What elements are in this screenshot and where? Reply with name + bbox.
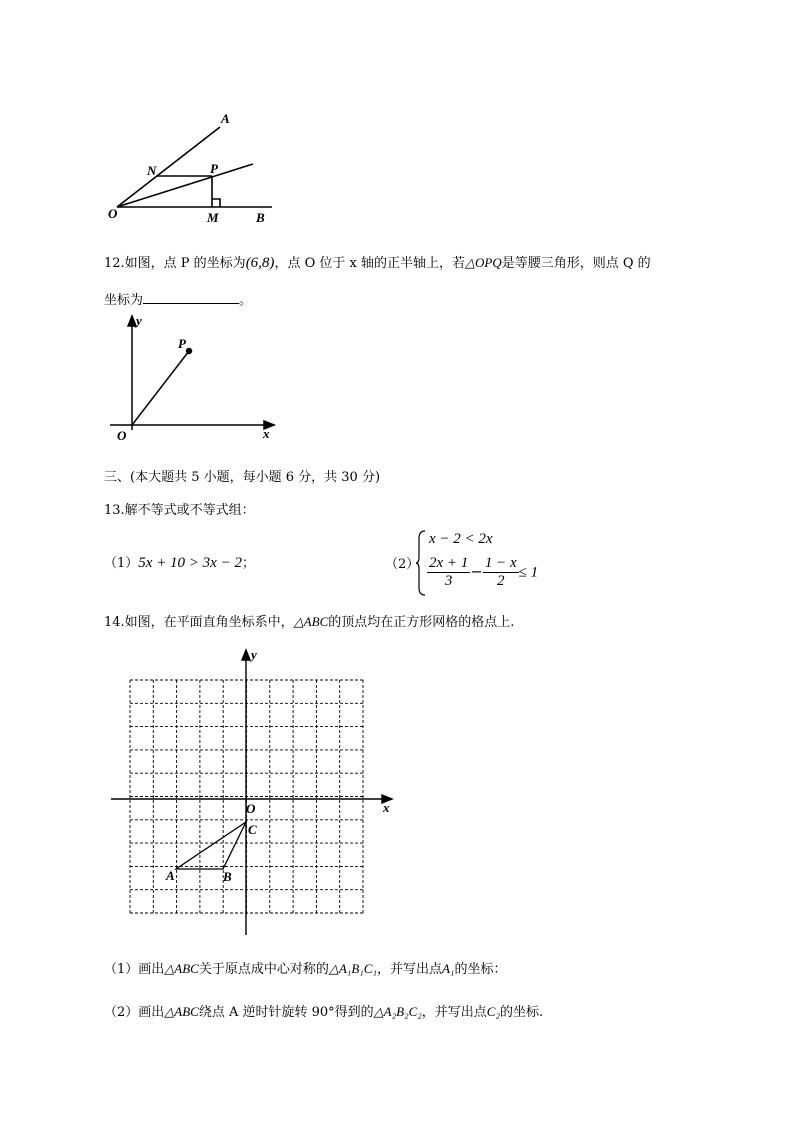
point-P [187,349,192,354]
q13-p2-label: （2） [385,557,420,572]
q14-stem [104,611,514,630]
ray-OA [117,127,220,207]
section-heading: 三、(本大题共 5 小题，每小题 6 分，共 30 分) [104,470,381,485]
fraction-2 [483,555,519,590]
q14-p1-mid2: ，并写出点 [376,962,442,977]
q14-p1-tri: △ABC [164,961,199,976]
q13-part1 [104,552,255,572]
q12-line2 [104,289,252,308]
q13-p2-rel: ≤ 1 [518,564,539,581]
ray-OP [117,164,253,207]
q14-stem-post: 的顶点均在正方形网格的格点上. [328,615,515,630]
q14-p1-tri2: △A₁B₁C₁ [328,961,377,976]
grid-figure [105,645,405,940]
answer-blank [143,291,239,304]
label-x: x [263,426,270,441]
label-x: x [383,800,390,815]
angle-figure [100,105,290,230]
q14-p1-pt: A₁ [441,961,455,976]
q12-text-end: 。 [239,293,253,308]
q14-p2-end: 的坐标. [500,1005,544,1020]
right-angle-mark [212,199,220,207]
system-brace [415,530,427,596]
triangle-ABC [176,822,246,869]
q13-p2-line2 [427,555,538,590]
y-arrow [242,650,250,660]
q12-text-line2: 坐标为 [104,293,144,308]
q14-p2-pre: （2）画出 [104,1005,165,1020]
label-O: O [117,428,127,443]
q14-p2-mid: 绕点 A 逆时针旋转 90°得到的 [198,1005,374,1020]
q12-triangle: △OPQ [464,255,502,270]
q12-line1 [104,252,651,272]
q14-part1 [104,958,506,977]
q13-p1-label: （1） [104,556,139,571]
q14-part2 [104,1001,543,1020]
label-A: A [166,868,175,883]
label-O: O [108,206,118,221]
q14-p1-end: 的坐标： [454,962,507,977]
fraction-1-denominator: 3 [444,573,453,589]
q13-p1-end: ； [241,556,255,571]
q14-p2-mid2: ，并写出点 [421,1005,487,1020]
label-A: A [221,111,230,126]
fraction-1 [427,555,470,590]
label-C: C [248,822,257,837]
label-M: M [207,210,219,225]
label-y: y [136,313,142,328]
fraction-2-numerator: 1 − x [484,555,517,571]
q13-p2-line1: x − 2 < 2x [429,531,493,547]
q14-stem-pre: 14.如图，在平面直角坐标系中， [104,615,294,630]
q12-coord: (6,8) [245,255,275,271]
label-P: P [210,161,218,176]
q14-p2-tri: △ABC [164,1004,199,1019]
q13-stem: 13.解不等式或不等式组： [104,503,255,518]
fraction-2-denominator: 2 [497,573,505,589]
segment-OP [132,351,189,425]
q13-p1-expr: 5x + 10 > 3x − 2 [138,555,242,571]
y-arrow [128,316,136,326]
label-P: P [178,336,186,351]
label-O: O [246,801,256,816]
q14-p1-pre: （1）画出 [104,962,165,977]
q14-triangle: △ABC [293,614,329,629]
q12-text-pre: 12.如图，点 P 的坐标为 [104,256,246,271]
coordinate-figure-P [100,310,285,445]
q12-text-mid: ，点 O 位于 x 轴的正半轴上，若 [274,256,465,271]
label-y: y [251,647,257,662]
q14-p1-mid: 关于原点成中心对称的 [198,962,329,977]
label-B: B [256,210,265,225]
q13-p2-minus: − [470,562,483,581]
q14-p2-tri2: △A₂B₂C₂ [373,1004,422,1019]
q12-text-post: 是等腰三角形，则点 Q 的 [501,256,651,271]
q14-p2-pt: C₂ [486,1004,500,1019]
label-N: N [147,163,157,178]
fraction-1-numerator: 2x + 1 [429,555,469,571]
label-B: B [223,869,232,884]
